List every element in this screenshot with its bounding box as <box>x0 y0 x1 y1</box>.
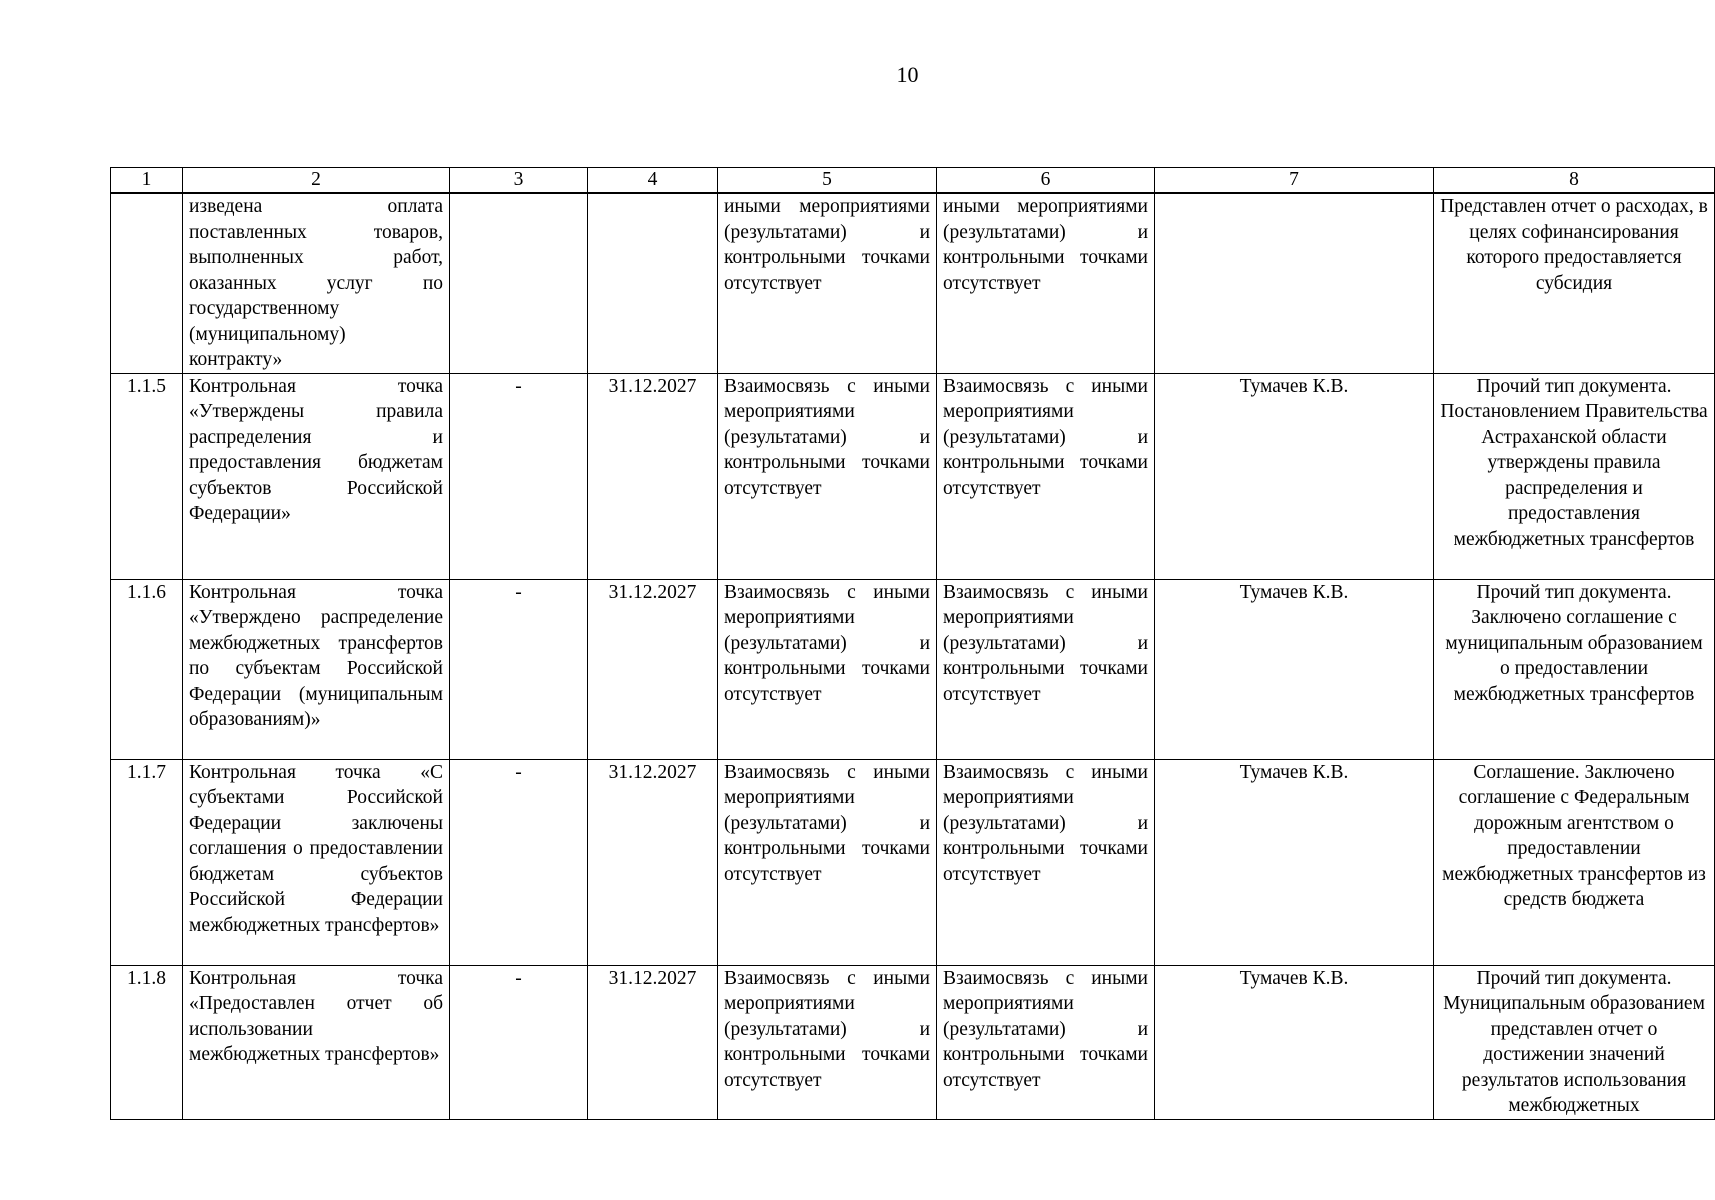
table-row <box>111 373 1715 579</box>
responsible-person: Тумачев К.В. <box>1155 579 1434 759</box>
table-header-row <box>111 168 1715 194</box>
control-point-name: Контрольная точка «Утверждены правила распределения и предоставления бюджетам субъектов Российской Федерации» <box>183 373 450 579</box>
deadline-date: 31.12.2027 <box>588 373 718 579</box>
row-number <box>111 193 183 373</box>
row-number: 1.1.5 <box>111 373 183 579</box>
column-header: 3 <box>450 168 588 194</box>
predecessor-link: Взаимосвязь с иными мероприятиями (результатами) и контрольными точками отсутствует <box>718 579 937 759</box>
document-type: Представлен отчет о расходах, в целях софинансирования которого предоставляется субсидия <box>1434 193 1715 373</box>
document-type: Прочий тип документа. Муниципальным образованием представлен отчет о достижении значений результатов использования межбюджетных <box>1434 965 1715 1119</box>
successor-link: Взаимосвязь с иными мероприятиями (результатами) и контрольными точками отсутствует <box>937 759 1155 965</box>
column-header: 6 <box>937 168 1155 194</box>
control-point-name: Контрольная точка «Предоставлен отчет об использовании межбюджетных трансфертов» <box>183 965 450 1119</box>
table-row <box>111 965 1715 1119</box>
successor-link: Взаимосвязь с иными мероприятиями (результатами) и контрольными точками отсутствует <box>937 373 1155 579</box>
deadline-date: 31.12.2027 <box>588 759 718 965</box>
control-point-name: Контрольная точка «С субъектами Российской Федерации заключены соглашения о предоставлении бюджетам субъектов Российской Федерации межбюджетных трансфертов» <box>183 759 450 965</box>
table-row <box>111 193 1715 373</box>
column-header: 7 <box>1155 168 1434 194</box>
control-point-name: изведена оплата поставленных товаров, выполненных работ, оказанных услуг по государственному (муниципальному) контракту» <box>183 193 450 373</box>
column-header: 1 <box>111 168 183 194</box>
document-type: Прочий тип документа. Заключено соглашение с муниципальным образованием о предоставлении межбюджетных трансфертов <box>1434 579 1715 759</box>
predecessor-link: Взаимосвязь с иными мероприятиями (результатами) и контрольными точками отсутствует <box>718 965 937 1119</box>
row-number: 1.1.7 <box>111 759 183 965</box>
row-number: 1.1.8 <box>111 965 183 1119</box>
base-value: - <box>450 373 588 579</box>
deadline-date: 31.12.2027 <box>588 965 718 1119</box>
responsible-person: Тумачев К.В. <box>1155 759 1434 965</box>
successor-link: Взаимосвязь с иными мероприятиями (результатами) и контрольными точками отсутствует <box>937 579 1155 759</box>
document-type: Соглашение. Заключено соглашение с Федеральным дорожным агентством о предоставлении межбюджетных трансфертов из средств бюджета <box>1434 759 1715 965</box>
page-number: 10 <box>896 62 919 87</box>
base-value: - <box>450 579 588 759</box>
base-value <box>450 193 588 373</box>
column-header: 2 <box>183 168 450 194</box>
document-type: Прочий тип документа. Постановлением Правительства Астраханской области утверждены правила распределения и предоставления межбюджетных трансфертов <box>1434 373 1715 579</box>
control-point-name: Контрольная точка «Утверждено распределение межбюджетных трансфертов по субъектам Российской Федерации (муниципальным образованиям)» <box>183 579 450 759</box>
successor-link: иными мероприятиями (результатами) и контрольными точками отсутствует <box>937 193 1155 373</box>
responsible-person <box>1155 193 1434 373</box>
predecessor-link: Взаимосвязь с иными мероприятиями (результатами) и контрольными точками отсутствует <box>718 373 937 579</box>
column-header: 4 <box>588 168 718 194</box>
row-number: 1.1.6 <box>111 579 183 759</box>
responsible-person: Тумачев К.В. <box>1155 965 1434 1119</box>
column-header: 5 <box>718 168 937 194</box>
control-points-table <box>110 167 1715 1120</box>
successor-link: Взаимосвязь с иными мероприятиями (результатами) и контрольными точками отсутствует <box>937 965 1155 1119</box>
base-value: - <box>450 965 588 1119</box>
predecessor-link: Взаимосвязь с иными мероприятиями (результатами) и контрольными точками отсутствует <box>718 759 937 965</box>
responsible-person: Тумачев К.В. <box>1155 373 1434 579</box>
table-row <box>111 579 1715 759</box>
deadline-date <box>588 193 718 373</box>
base-value: - <box>450 759 588 965</box>
predecessor-link: иными мероприятиями (результатами) и контрольными точками отсутствует <box>718 193 937 373</box>
column-header: 8 <box>1434 168 1715 194</box>
deadline-date: 31.12.2027 <box>588 579 718 759</box>
table-row <box>111 759 1715 965</box>
